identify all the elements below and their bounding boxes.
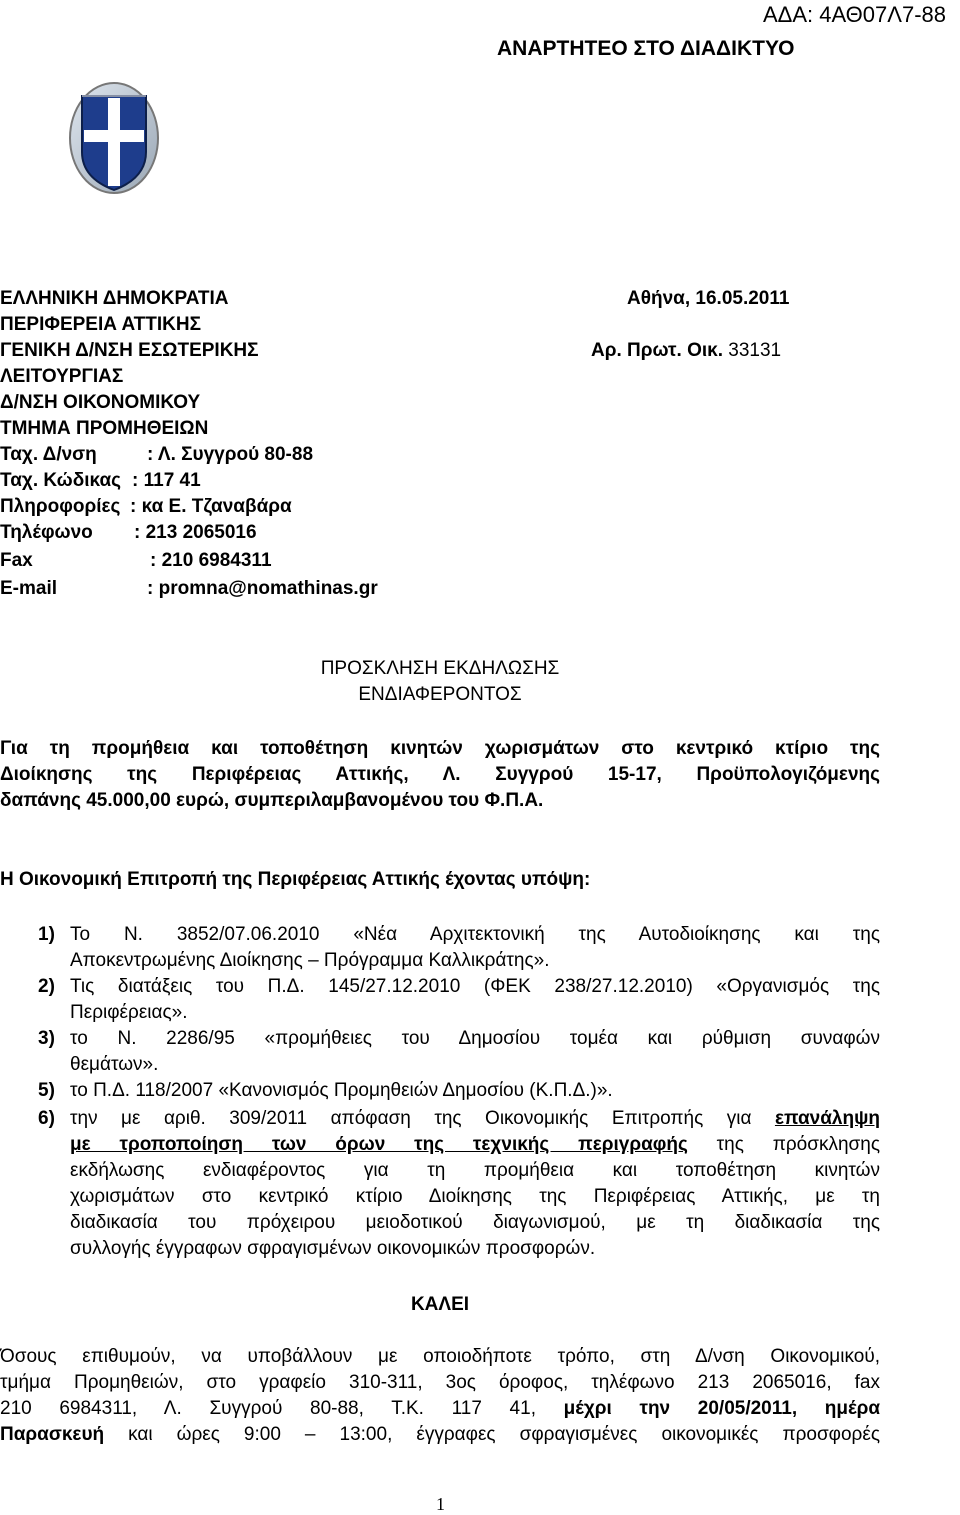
post-notice: ΑΝΑΡΤΗΤΕΟ ΣΤΟ ΔΙΑΔΙΚΤΥΟ [497, 37, 795, 60]
item-line: Αποκεντρωμένης Διοίκησης – Πρόγραμμα Καλλικράτης». [70, 950, 550, 971]
ada-code: ΑΔΑ: 4ΑΘ07Λ7-88 [762, 2, 946, 27]
contact-email[interactable]: E-mail : promna@nomathinas.gr [0, 578, 378, 599]
protocol-no: 33131 [728, 340, 782, 361]
emphasis-repeat: επανάληψη [774, 1108, 880, 1129]
contact-phone: Τηλέφωνο : 213 2065016 [0, 522, 257, 543]
protocol-label: Αρ. Πρωτ. Οικ. [591, 340, 723, 361]
item-number: 5) [38, 1080, 55, 1101]
calls-heading: ΚΑΛΕΙ [410, 1294, 470, 1315]
subject-line: Για τη προμήθεια και τοποθέτηση κινητών χωρισμάτων στο κεντρικό κτίριο της [0, 738, 880, 759]
item-line: Τις διατάξεις του Π.Δ. 145/27.12.2010 (ΦΕΚ 238/27.12.2010) «Οργανισμός της [70, 976, 880, 997]
item-number: 6) [38, 1108, 55, 1129]
item-line: συλλογής έγγραφων σφραγισμένων οικονομικών προσφορών. [70, 1238, 596, 1259]
contact-postcode: Ταχ. Κώδικας : 117 41 [0, 470, 201, 491]
item-line: διαδικασία του πρόχειρου μειοδοτικού διαγωνισμού, με τη διαδικασία της [70, 1212, 880, 1233]
item-line: με τροποποίηση των όρων της τεχνικής περιγραφής της πρόσκλησης [70, 1134, 880, 1155]
org-line: ΕΛΛΗΝΙΚΗ ΔΗΜΟΚΡΑΤΙΑ [0, 288, 229, 309]
org-line: ΠΕΡΙΦΕΡΕΙΑ ΑΤΤΙΚΗΣ [0, 314, 202, 335]
item-line: Περιφέρειας». [70, 1002, 188, 1023]
doc-title-line2: ΕΝΔΙΑΦΕΡΟΝΤΟΣ [358, 684, 522, 705]
item-line: την με αριθ. 309/2011 απόφαση της Οικονομικής Επιτροπής για επανάληψη [70, 1108, 880, 1129]
closing-line: 210 6984311, Λ. Συγγρού 80-88, Τ.Κ. 117 41, μέχρι την 20/05/2011, ημέρα [0, 1398, 881, 1419]
page-number: 1 [436, 1494, 445, 1514]
greek-coat-of-arms-emblem [66, 74, 162, 196]
item-number: 2) [38, 976, 55, 997]
doc-title-line1: ΠΡΟΣΚΛΗΣΗ ΕΚΔΗΛΩΣΗΣ [320, 658, 560, 679]
date: Αθήνα, 16.05.2011 [627, 288, 790, 309]
org-line: Δ/ΝΣΗ ΟΙΚΟΝΟΜΙΚΟΥ [0, 392, 201, 413]
org-line: ΓΕΝΙΚΗ Δ/ΝΣΗ ΕΣΩΤΕΡΙΚΗΣ [0, 340, 259, 361]
contact-fax: Fax : 210 6984311 [0, 550, 272, 571]
item-line: το Ν. 2286/95 «προμήθειες του Δημοσίου τομέα και ρύθμιση συναφών [70, 1028, 880, 1049]
item-number: 3) [38, 1028, 55, 1049]
item-line: Το Ν. 3852/07.06.2010 «Νέα Αρχιτεκτονική της Αυτοδιοίκησης και της [70, 924, 880, 945]
contact-info: Πληροφορίες : κα Ε. Τζαναβάρα [0, 496, 292, 517]
contact-address: Ταχ. Δ/νση : Λ. Συγγρού 80-88 [0, 444, 314, 465]
closing-line: τμήμα Προμηθειών, στο γραφείο 310-311, 3ος όροφος, τηλέφωνο 213 2065016, fax [0, 1372, 880, 1393]
item-line: θεμάτων». [70, 1054, 159, 1075]
item-line: εκδήλωσης ενδιαφέροντος για τη προμήθεια και τοποθέτηση κινητών [70, 1160, 880, 1181]
subject-line: Διοίκησης της Περιφέρειας Αττικής, Λ. Συγγρού 15-17, Προϋπολογιζόμενης [0, 764, 880, 785]
org-line: ΤΜΗΜΑ ΠΡΟΜΗΘΕΙΩΝ [0, 418, 209, 439]
org-line: ΛΕΙΤΟΥΡΓΙΑΣ [0, 366, 124, 387]
committee-heading: Η Οικονομική Επιτροπή της Περιφέρειας Αττικής έχοντας υπόψη: [0, 869, 591, 890]
emphasis-modification: με τροποποίηση των όρων της τεχνικής περιγραφής [70, 1134, 688, 1155]
item-number: 1) [38, 924, 55, 945]
item-line: χωρισμάτων στο κεντρικό κτίριο Διοίκησης της Περιφέρειας Αττικής, με τη [70, 1186, 880, 1207]
closing-line: Όσους επιθυμούν, να υποβάλλουν με οποιοδήποτε τρόπο, στη Δ/νση Οικονομικού, [0, 1346, 880, 1367]
protocol-number [591, 340, 781, 362]
subject-line: δαπάνης 45.000,00 ευρώ, συμπεριλαμβανομένου του Φ.Π.Α. [0, 790, 544, 811]
item-line: το Π.Δ. 118/2007 «Κανονισμός Προμηθειών Δημοσίου (Κ.Π.Δ.)». [70, 1080, 613, 1101]
closing-line: Παρασκευή και ώρες 9:00 – 13:00, έγγραφες σφραγισμένες οικονομικές προσφορές [0, 1424, 880, 1445]
